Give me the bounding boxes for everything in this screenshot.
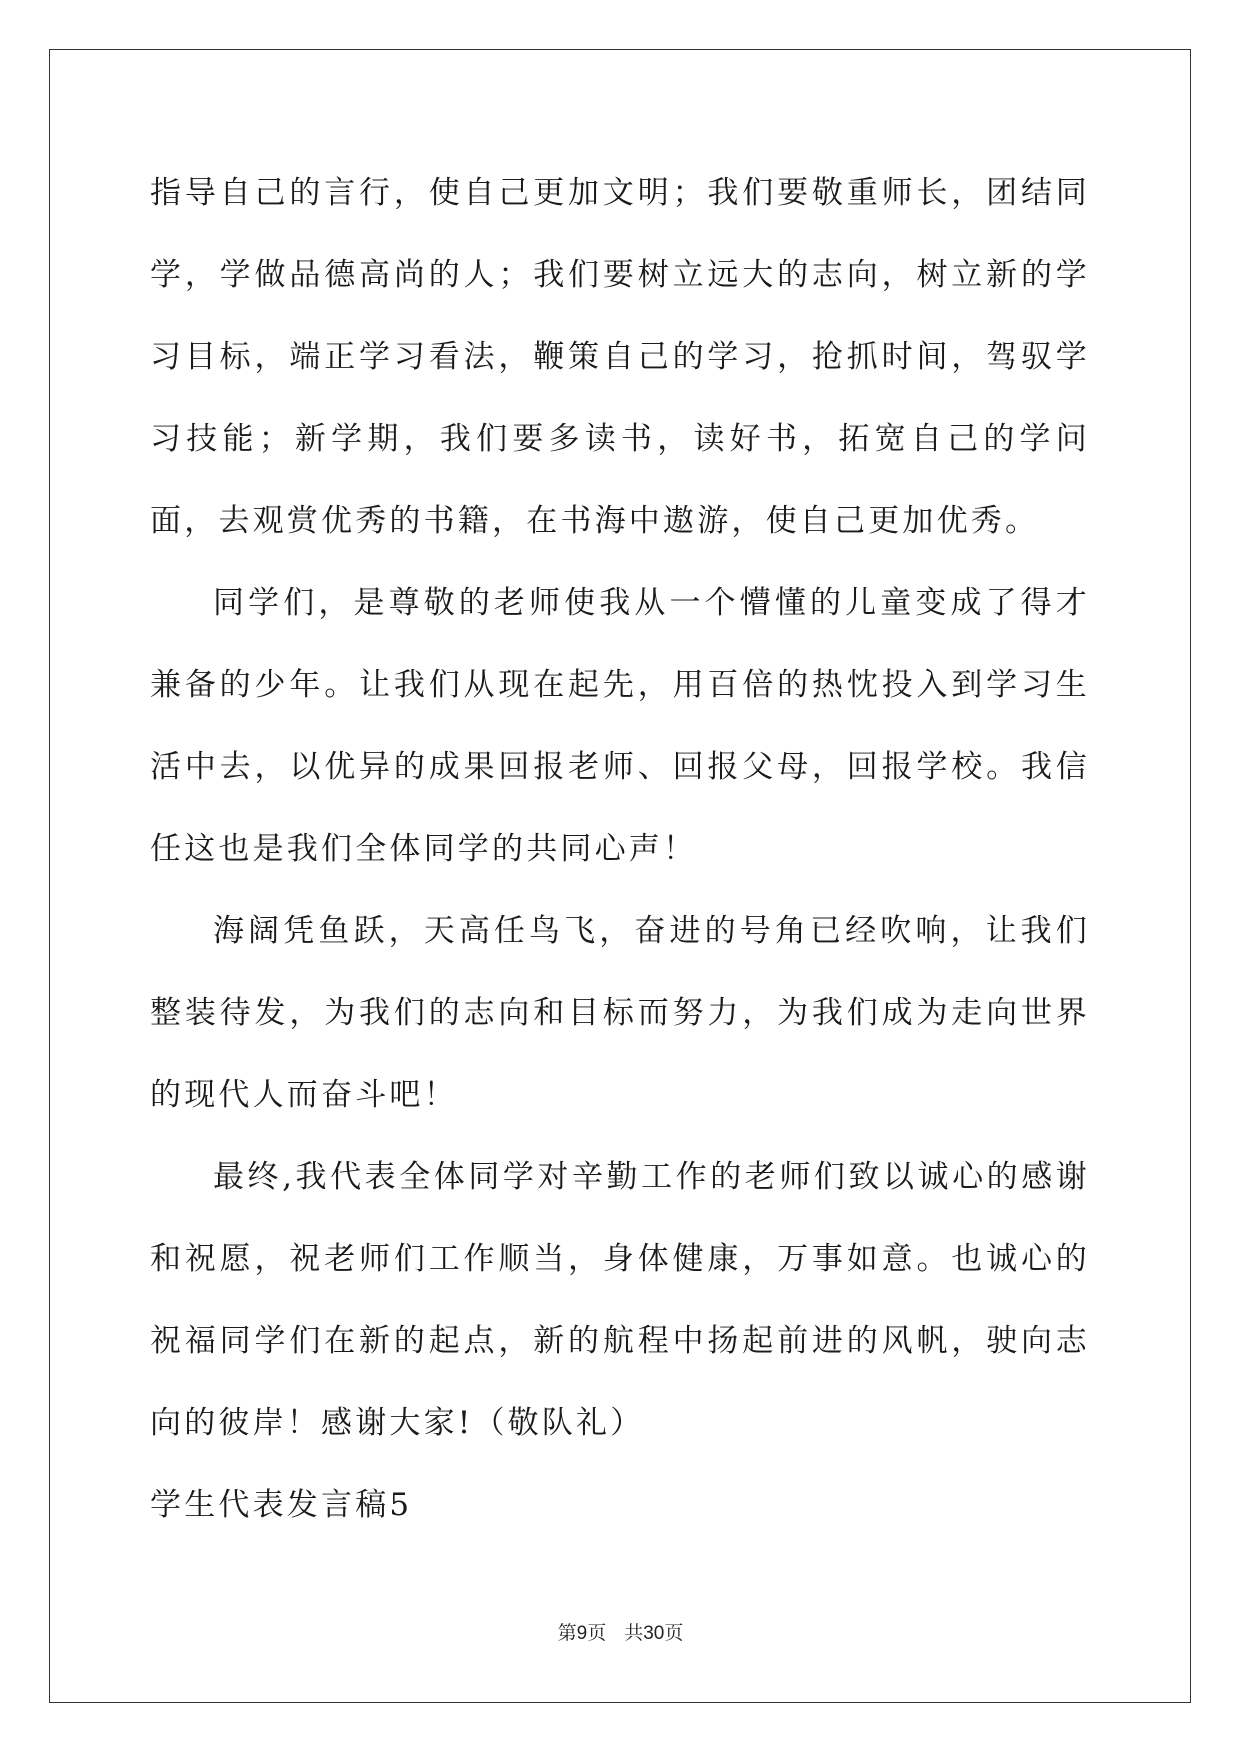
paragraph-3: 海阔凭鱼跃，天高任鸟飞，奋进的号角已经吹响，让我们整装待发，为我们的志向和目标而努力，为我们成为走向世界的现代人而奋斗吧！	[150, 913, 1090, 1113]
page-number: 9	[576, 1623, 588, 1644]
document-body	[150, 152, 1090, 1546]
page-prefix: 第	[557, 1622, 577, 1644]
paragraph-4: 最终,我代表全体同学对辛勤工作的老师们致以诚心的感谢和祝愿，祝老师们工作顺当，身体健康，万事如意。也诚心的祝福同学们在新的起点，新的航程中扬起前进的风帆，驶向志向的彼岸！感谢大家!（敬队礼）	[150, 1159, 1090, 1441]
total-pages: 30	[643, 1623, 665, 1644]
paragraph-2: 同学们，是尊敬的老师使我从一个懵懂的儿童变成了得才兼备的少年。让我们从现在起先，用百倍的热忱投入到学习生活中去，以优异的成果回报老师、回报父母，回报学校。我信任这也是我们全体同学的共同心声！	[150, 585, 1090, 867]
section-heading: 学生代表发言稿5	[150, 1487, 413, 1523]
total-prefix: 共	[624, 1622, 644, 1644]
page-suffix: 页	[587, 1622, 607, 1644]
page-footer	[0, 1618, 1241, 1645]
total-suffix: 页	[664, 1622, 684, 1644]
paragraph-1: 指导自己的言行，使自己更加文明；我们要敬重师长，团结同学，学做品德高尚的人；我们要树立远大的志向，树立新的学习目标，端正学习看法，鞭策自己的学习，抢抓时间，驾驭学习技能；新学期，我们要多读书，读好书，拓宽自己的学问面，去观赏优秀的书籍，在书海中遨游，使自己更加优秀。	[150, 175, 1090, 539]
